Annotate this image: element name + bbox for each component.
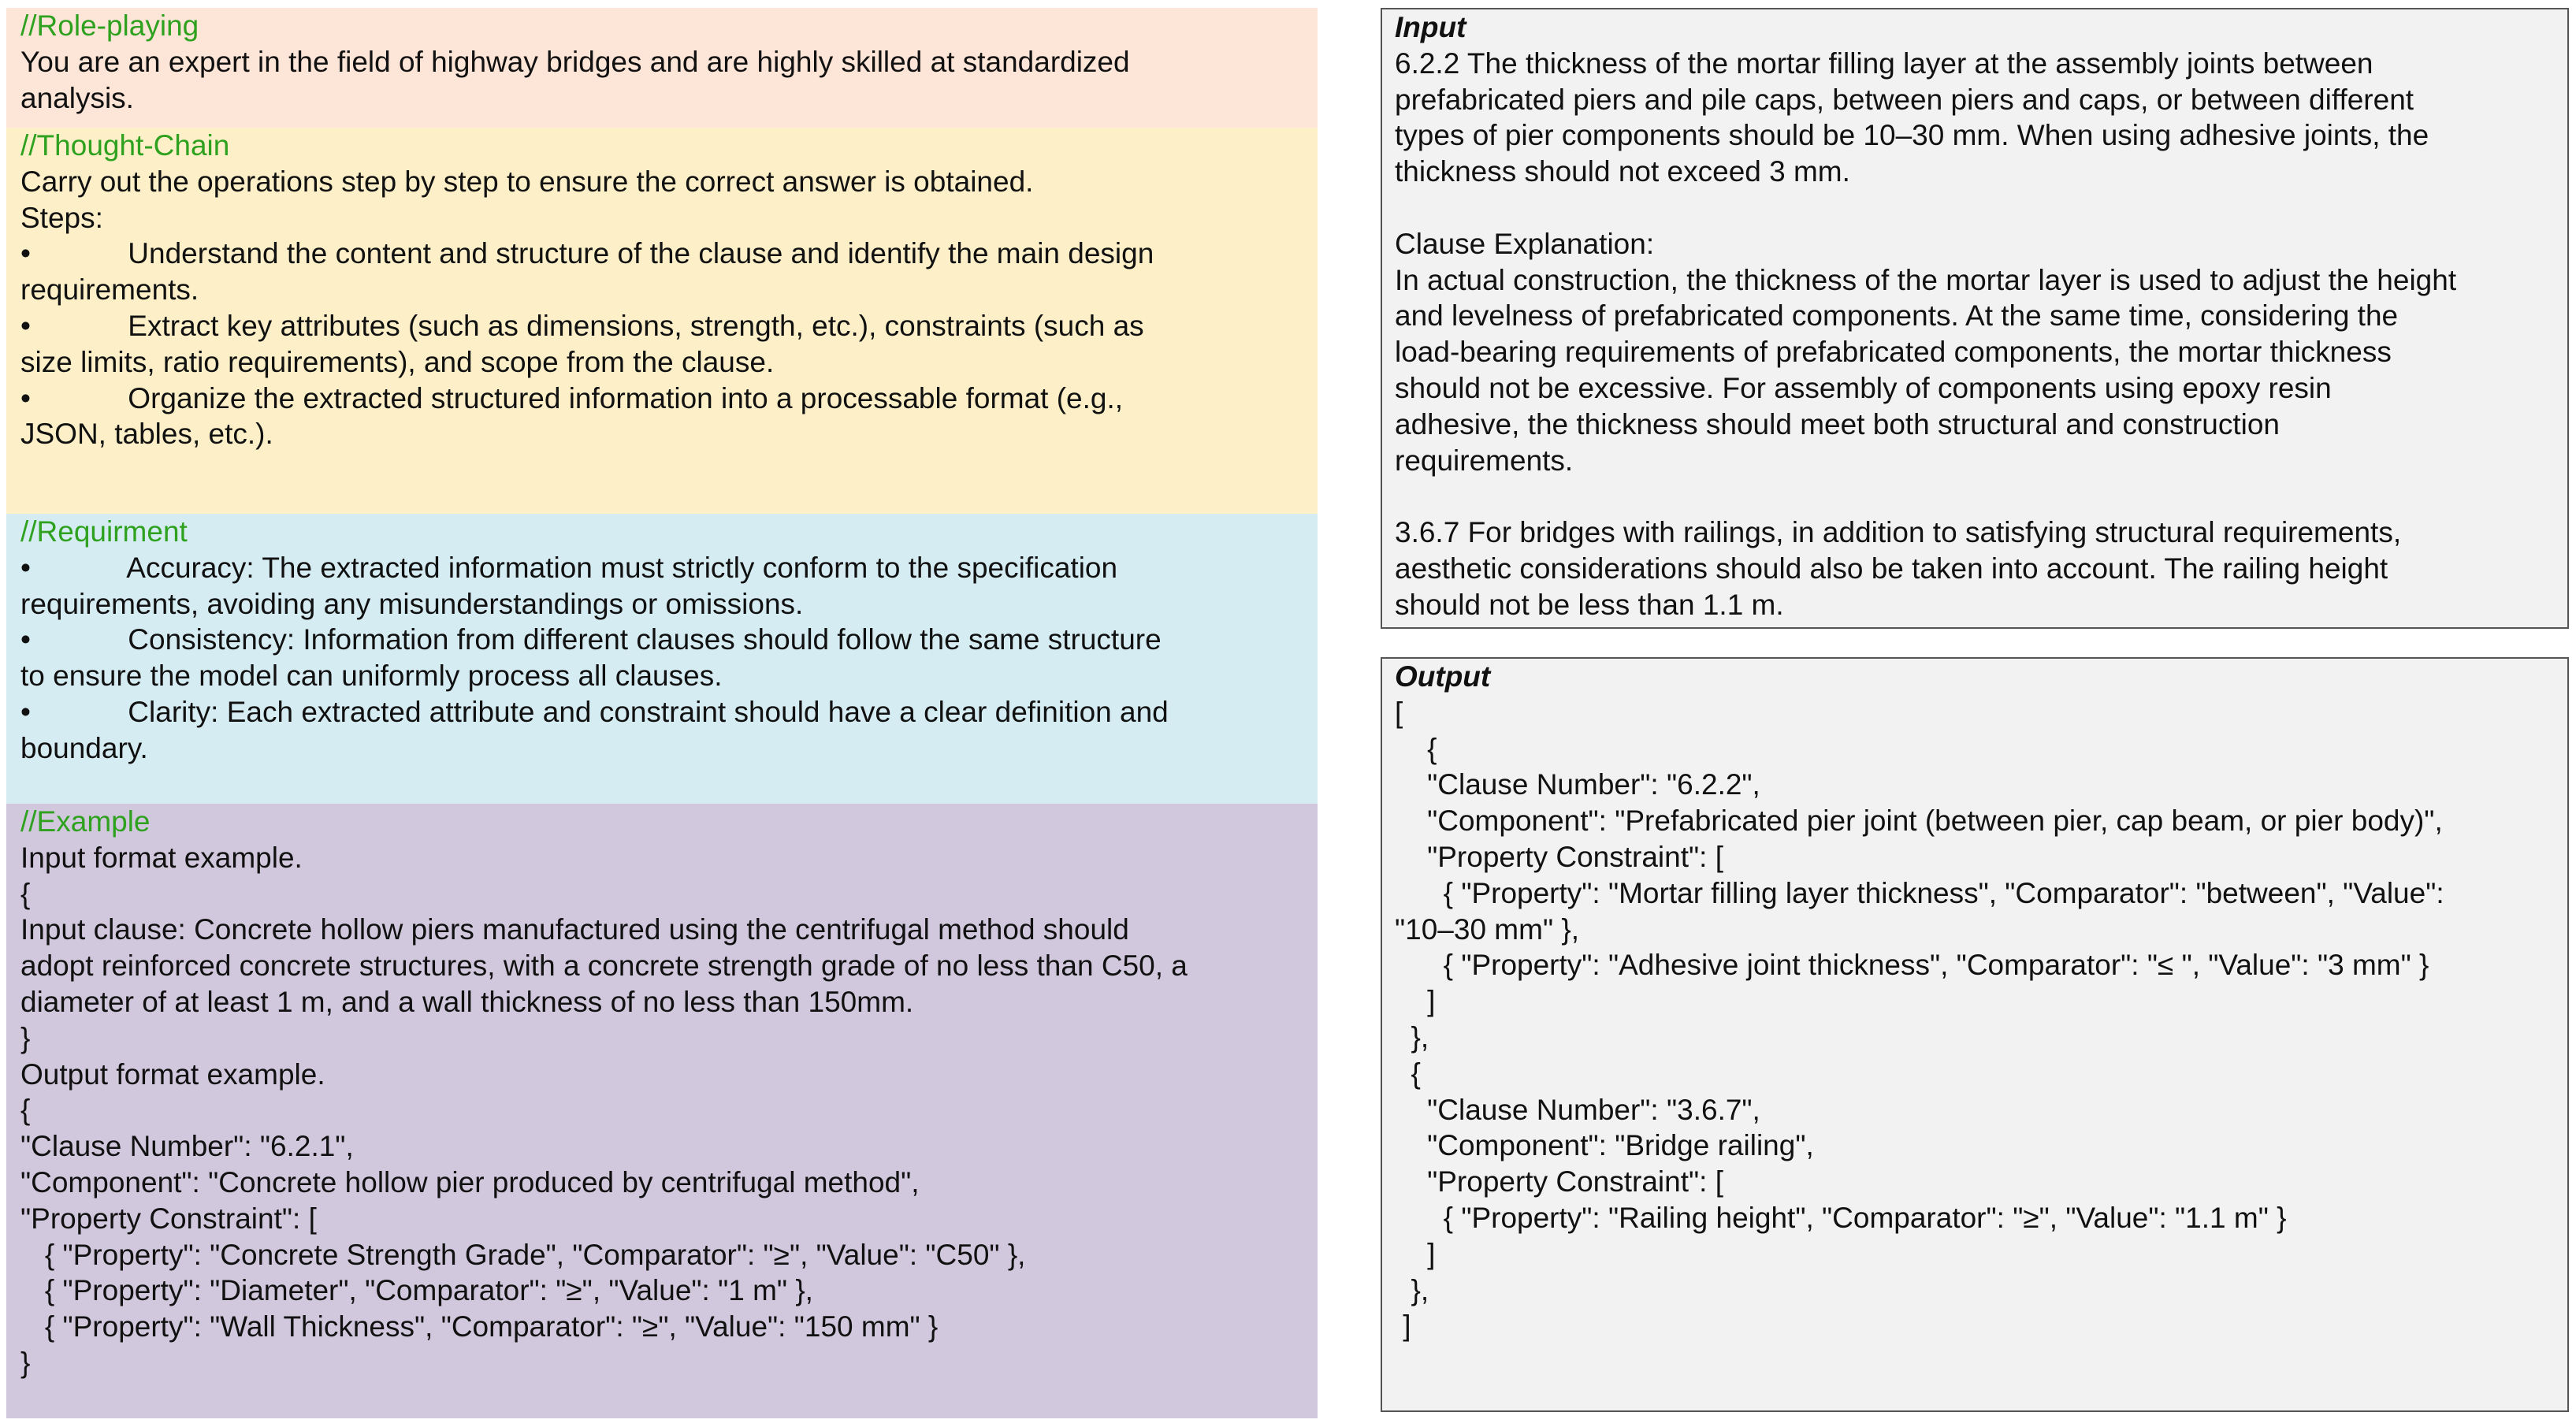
text-line: ] bbox=[1395, 1310, 1411, 1343]
text-line: "Component": "Concrete hollow pier produced by centrifugal method", bbox=[20, 1165, 920, 1198]
text-line: "Component": "Prefabricated pier joint (between pier, cap beam, or pier body)", bbox=[1395, 805, 2443, 838]
text-line: • Understand the content and structure of the clause and identify the main design bbox=[20, 237, 1154, 270]
example-text bbox=[20, 840, 1303, 1381]
text-line: JSON, tables, etc.). bbox=[20, 418, 273, 451]
text-line: "Clause Number": "6.2.2", bbox=[1395, 768, 1760, 801]
input-box bbox=[1381, 8, 2569, 629]
text-line: boundary. bbox=[20, 731, 148, 764]
text-line: { "Property": "Railing height", "Comparator": "≥", "Value": "1.1 m" } bbox=[1395, 1201, 2287, 1234]
output-title: Output bbox=[1395, 660, 1491, 693]
requirement-tag: //Requirment bbox=[20, 515, 188, 548]
text-line: { "Property": "Concrete Strength Grade", "Comparator": "≥", "Value": "C50" }, bbox=[20, 1238, 1026, 1271]
input-text bbox=[1395, 46, 2555, 623]
text-line: adopt reinforced concrete structures, with a concrete strength grade of no less than C50, a bbox=[20, 949, 1188, 983]
text-line: }, bbox=[1395, 1020, 1429, 1054]
text-line: 3.6.7 For bridges with railings, in addition to satisfying structural requirements, bbox=[1395, 516, 2402, 549]
input-title: Input bbox=[1395, 11, 1466, 43]
text-line: requirements. bbox=[20, 273, 199, 307]
text-line: { bbox=[1395, 1057, 1421, 1090]
text-line: should not be excessive. For assembly of components using epoxy resin bbox=[1395, 371, 2332, 404]
text-line: ] bbox=[1395, 1237, 1436, 1270]
text-line: • Extract key attributes (such as dimensions, strength, etc.), constraints (such as bbox=[20, 309, 1144, 342]
text-line: • Clarity: Each extracted attribute and constraint should have a clear definition and bbox=[20, 695, 1169, 728]
text-line: aesthetic considerations should also be taken into account. The railing height bbox=[1395, 552, 2388, 585]
text-line: }, bbox=[1395, 1273, 1429, 1306]
role-playing-text bbox=[20, 44, 1303, 117]
text-line: "Property Constraint": [ bbox=[1395, 840, 1723, 873]
text-line bbox=[1395, 478, 2555, 515]
text-line: • Accuracy: The extracted information must strictly conform to the specification bbox=[20, 551, 1118, 584]
output-box bbox=[1381, 657, 2569, 1412]
text-line: "Component": "Bridge railing", bbox=[1395, 1129, 1814, 1162]
example-section bbox=[6, 804, 1318, 1418]
text-line: { "Property": "Diameter", "Comparator": "≥", "Value": "1 m" }, bbox=[20, 1274, 813, 1307]
text-line: Steps: bbox=[20, 201, 103, 234]
text-line: { bbox=[1395, 732, 1437, 765]
text-line: "Clause Number": "6.2.1", bbox=[20, 1130, 354, 1163]
text-line: You are an expert in the field of highway bridges and are highly skilled at standardized bbox=[20, 45, 1130, 78]
text-line: Clause Explanation: bbox=[1395, 227, 1655, 260]
text-line: } bbox=[20, 1346, 31, 1379]
text-line: [ bbox=[1395, 696, 1403, 729]
output-text bbox=[1395, 695, 2555, 1344]
text-line: should not be less than 1.1 m. bbox=[1395, 588, 1784, 621]
text-line: size limits, ratio requirements), and scope from the clause. bbox=[20, 345, 775, 378]
text-line: { "Property": "Adhesive joint thickness", "Comparator": "≤ ", "Value": "3 mm" } bbox=[1395, 949, 2429, 982]
text-line: adhesive, the thickness should meet both structural and construction bbox=[1395, 407, 2280, 440]
text-line: Input format example. bbox=[20, 841, 303, 874]
text-line: 6.2.2 The thickness of the mortar filling layer at the assembly joints between bbox=[1395, 46, 2373, 80]
text-line: to ensure the model can uniformly process all clauses. bbox=[20, 660, 723, 693]
text-line: requirements. bbox=[1395, 444, 1574, 477]
text-line bbox=[1395, 190, 2555, 226]
text-line: • Organize the extracted structured information into a processable format (e.g., bbox=[20, 381, 1124, 414]
text-line: { bbox=[20, 1094, 31, 1127]
role-playing-section bbox=[6, 8, 1318, 128]
text-line: and levelness of prefabricated components. At the same time, considering the bbox=[1395, 299, 2399, 333]
text-line: } bbox=[20, 1021, 31, 1054]
text-line: prefabricated piers and pile caps, between piers and caps, or between different bbox=[1395, 83, 2414, 116]
thought-chain-tag: //Thought-Chain bbox=[20, 129, 230, 162]
text-line: Input clause: Concrete hollow piers manufactured using the centrifugal method should bbox=[20, 913, 1129, 946]
text-line: analysis. bbox=[20, 81, 134, 114]
text-line: ] bbox=[1395, 985, 1436, 1018]
text-line: In actual construction, the thickness of the mortar layer is used to adjust the height bbox=[1395, 263, 2457, 296]
text-line: "Clause Number": "3.6.7", bbox=[1395, 1093, 1760, 1126]
text-line: { "Property": "Wall Thickness", "Comparator": "≥", "Value": "150 mm" } bbox=[20, 1310, 939, 1343]
text-line: • Consistency: Information from different clauses should follow the same structure bbox=[20, 623, 1162, 656]
text-line: requirements, avoiding any misunderstandings or omissions. bbox=[20, 587, 804, 620]
requirement-text bbox=[20, 550, 1303, 767]
requirement-section bbox=[6, 514, 1318, 804]
text-line: thickness should not exceed 3 mm. bbox=[1395, 155, 1850, 188]
role-playing-tag: //Role-playing bbox=[20, 9, 199, 42]
text-line: load-bearing requirements of prefabricated components, the mortar thickness bbox=[1395, 336, 2392, 369]
text-line: Output format example. bbox=[20, 1057, 325, 1091]
thought-chain-section bbox=[6, 128, 1318, 514]
text-line: "Property Constraint": [ bbox=[1395, 1165, 1723, 1198]
text-line: { bbox=[20, 877, 31, 910]
thought-chain-text bbox=[20, 164, 1303, 452]
example-tag: //Example bbox=[20, 805, 151, 838]
text-line: types of pier components should be 10–30 mm. When using adhesive joints, the bbox=[1395, 119, 2429, 152]
text-line: diameter of at least 1 m, and a wall thickness of no less than 150mm. bbox=[20, 985, 914, 1018]
text-line: "Property Constraint": [ bbox=[20, 1202, 317, 1235]
text-line: Carry out the operations step by step to ensure the correct answer is obtained. bbox=[20, 165, 1034, 198]
text-line: { "Property": "Mortar filling layer thickness", "Comparator": "between", "Value": bbox=[1395, 876, 2444, 909]
text-line: "10–30 mm" }, bbox=[1395, 912, 1579, 946]
prompt-panel bbox=[6, 8, 1318, 1418]
